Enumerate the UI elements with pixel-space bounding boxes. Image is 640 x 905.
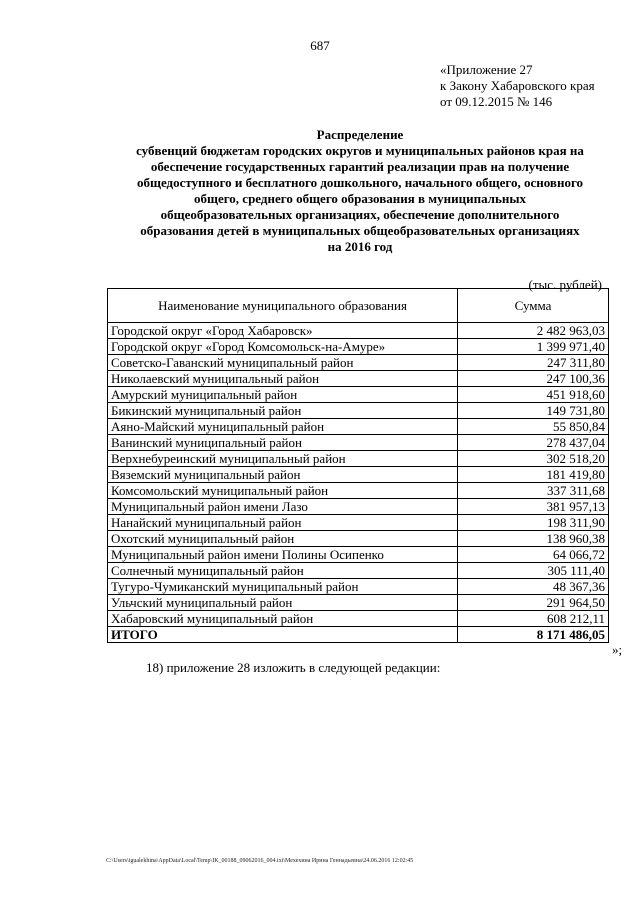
municipality-name-cell: Хабаровский муниципальный район (108, 611, 458, 627)
page-number: 687 (310, 38, 330, 53)
title-line: образования детей в муниципальных общеобразовательных организациях (140, 223, 580, 238)
title-line: субвенций бюджетам городских округов и муниципальных районов края на (136, 143, 584, 158)
municipality-name-cell: Нанайский муниципальный район (108, 515, 458, 531)
title-line: общеобразовательных организациях, обеспечение дополнительного (160, 207, 560, 222)
total-label-cell: ИТОГО (108, 627, 458, 643)
table-row (108, 435, 609, 451)
column-header-amount: Сумма (458, 289, 609, 323)
table-row (108, 451, 609, 467)
amendment-text: 18) приложение 28 изложить в следующей редакции: (146, 660, 441, 675)
amount-cell: 198 311,90 (458, 515, 609, 531)
amount-cell: 138 960,38 (458, 531, 609, 547)
amount-cell: 305 111,40 (458, 563, 609, 579)
table-row (108, 403, 609, 419)
amount-cell: 381 957,13 (458, 499, 609, 515)
municipality-name-cell: Аяно-Майский муниципальный район (108, 419, 458, 435)
amount-cell: 55 850,84 (458, 419, 609, 435)
municipality-name-cell: Бикинский муниципальный район (108, 403, 458, 419)
table-row (108, 483, 609, 499)
title-line: общедоступного и бесплатного дошкольного, начального общего, основного (136, 175, 584, 190)
total-row (108, 627, 609, 643)
municipality-name-cell: Муниципальный район имени Лазо (108, 499, 458, 515)
amount-cell: 451 918,60 (458, 387, 609, 403)
table-row (108, 499, 609, 515)
table-row (108, 339, 609, 355)
table-body (108, 323, 609, 643)
municipality-name-cell: Советско-Гаванский муниципальный район (108, 355, 458, 371)
municipality-name-cell: Николаевский муниципальный район (108, 371, 458, 387)
amount-cell: 291 964,50 (458, 595, 609, 611)
municipality-name-cell: Ванинский муниципальный район (108, 435, 458, 451)
amount-cell: 48 367,36 (458, 579, 609, 595)
document-title (100, 127, 620, 255)
table-row (108, 579, 609, 595)
municipality-name-cell: Солнечный муниципальный район (108, 563, 458, 579)
annex-line: к Закону Хабаровского края (440, 78, 595, 93)
amount-cell: 278 437,04 (458, 435, 609, 451)
table-row (108, 515, 609, 531)
total-amount-cell: 8 171 486,05 (458, 627, 609, 643)
municipality-name-cell: Верхнебуреинский муниципальный район (108, 451, 458, 467)
table-row (108, 371, 609, 387)
table-row (108, 595, 609, 611)
table-row (108, 419, 609, 435)
title-line: Распределение (316, 127, 404, 142)
table-row (108, 467, 609, 483)
municipality-name-cell: Амурский муниципальный район (108, 387, 458, 403)
annex-line: «Приложение 27 (440, 62, 533, 77)
amount-cell: 337 311,68 (458, 483, 609, 499)
annex-line: от 09.12.2015 № 146 (440, 94, 553, 109)
distribution-table (107, 288, 609, 643)
annex-reference (440, 62, 595, 110)
column-header-name: Наименование муниципального образования (108, 289, 458, 323)
amount-cell: 181 419,80 (458, 467, 609, 483)
municipality-name-cell: Вяземский муниципальный район (108, 467, 458, 483)
amount-cell: 302 518,20 (458, 451, 609, 467)
amount-cell: 247 100,36 (458, 371, 609, 387)
footer-file-path: C:\Users\igualekhina\AppData\Local\Temp\IK_00188_09062016_004.txt\Мехехина Ирина Геннадьевна\24.06.2016 12:02:45 (106, 858, 414, 864)
title-line: на 2016 год (327, 239, 393, 254)
municipality-name-cell: Муниципальный район имени Полины Осипенко (108, 547, 458, 563)
table-row (108, 387, 609, 403)
amount-cell: 64 066,72 (458, 547, 609, 563)
table-row (108, 531, 609, 547)
table-header-row (108, 289, 609, 323)
table-row (108, 323, 609, 339)
title-line: обеспечение государственных гарантий реализации прав на получение (150, 159, 570, 174)
amount-cell: 149 731,80 (458, 403, 609, 419)
table-row (108, 611, 609, 627)
closing-quote: »; (612, 642, 623, 657)
units-label: (тыс. рублей) (528, 277, 602, 292)
table-row (108, 355, 609, 371)
table-row (108, 563, 609, 579)
title-line: общего, среднего общего образования в муниципальных (193, 191, 526, 206)
municipality-name-cell: Тугуро-Чумиканский муниципальный район (108, 579, 458, 595)
amount-cell: 608 212,11 (458, 611, 609, 627)
amount-cell: 2 482 963,03 (458, 323, 609, 339)
amount-cell: 1 399 971,40 (458, 339, 609, 355)
amount-cell: 247 311,80 (458, 355, 609, 371)
municipality-name-cell: Городской округ «Город Хабаровск» (108, 323, 458, 339)
municipality-name-cell: Городской округ «Город Комсомольск-на-Амуре» (108, 339, 458, 355)
municipality-name-cell: Ульчский муниципальный район (108, 595, 458, 611)
table-row (108, 547, 609, 563)
municipality-name-cell: Охотский муниципальный район (108, 531, 458, 547)
municipality-name-cell: Комсомольский муниципальный район (108, 483, 458, 499)
